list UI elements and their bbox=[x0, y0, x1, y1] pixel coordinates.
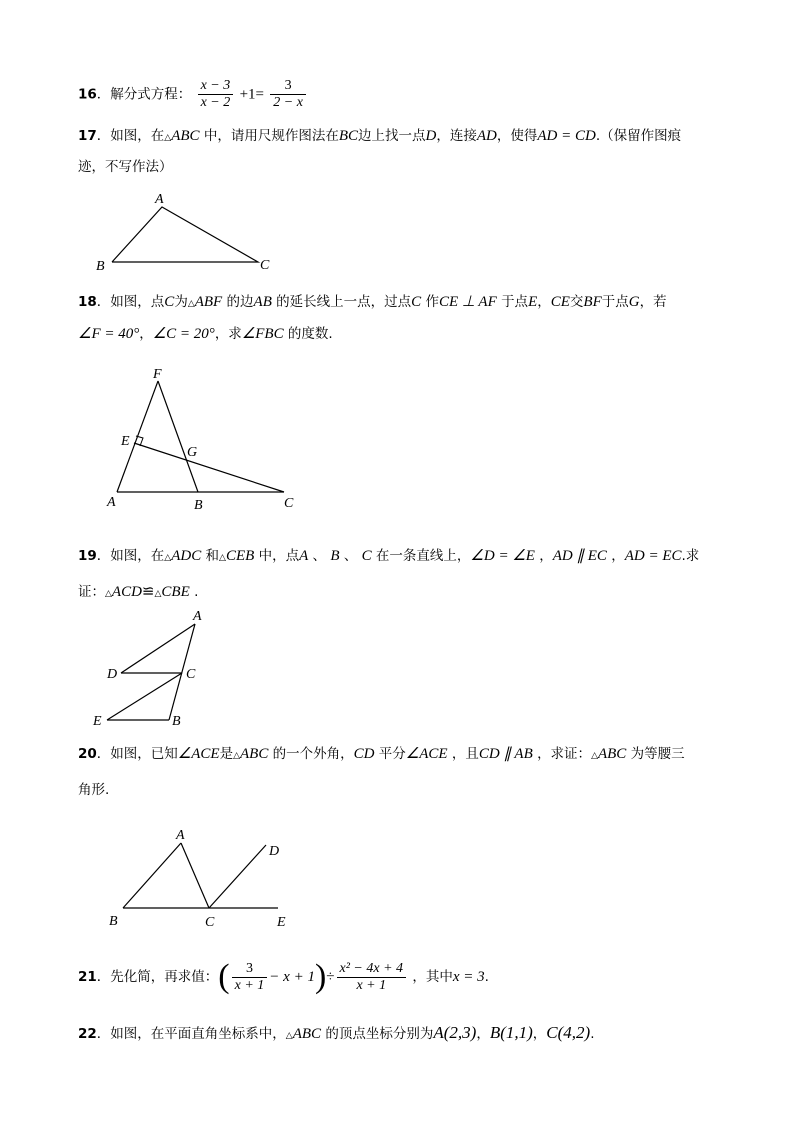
q19-text: 在一条直线上， bbox=[375, 548, 471, 564]
q18-label-b: B bbox=[194, 498, 203, 513]
q18-angle-fbc: ∠FBC bbox=[241, 326, 284, 342]
q17-text: 中，请用尺规作图法在 bbox=[203, 128, 339, 144]
q16-plus-one: +1= bbox=[239, 86, 264, 103]
q21-minus-x-plus-1: − x + 1 bbox=[269, 969, 315, 985]
q18-text: 为 bbox=[174, 294, 188, 310]
q18-text: 交 bbox=[569, 294, 584, 310]
q21-number: 21 bbox=[78, 969, 97, 985]
q18-c: C bbox=[164, 294, 175, 310]
q22-text: ， bbox=[476, 1026, 490, 1042]
q18-text: ， bbox=[537, 294, 551, 310]
triangle-symbol: △ bbox=[154, 589, 162, 599]
q19-text: 和 bbox=[205, 548, 220, 564]
q22-text: ， bbox=[532, 1026, 547, 1042]
q16-number: 16 bbox=[78, 86, 97, 103]
q22-point-a: A(2,3) bbox=[433, 1023, 477, 1042]
q20-segment-ac bbox=[181, 843, 209, 908]
q19-label-b: B bbox=[172, 714, 181, 729]
q20-segment-cd bbox=[209, 845, 266, 908]
q16-label: ．解分式方程： bbox=[96, 86, 192, 103]
q19-congruent-symbol: ≌ bbox=[141, 584, 155, 600]
q20-text: 平分 bbox=[378, 746, 406, 762]
q18-ab: AB bbox=[253, 294, 272, 310]
q20-abc: ABC bbox=[240, 746, 269, 762]
q19-text: . bbox=[194, 584, 199, 600]
q17-text: 迹，不写作法） bbox=[78, 159, 173, 175]
q18-text: ，若 bbox=[639, 294, 667, 310]
q17-label-a: A bbox=[155, 192, 164, 207]
q18-c: C bbox=[411, 294, 422, 310]
q19-text: 中，点 bbox=[258, 548, 300, 564]
q22-abc: ABC bbox=[292, 1026, 322, 1042]
q19-text: 、 bbox=[312, 548, 327, 564]
q18-text: 作 bbox=[425, 294, 439, 310]
q20-text: ，且 bbox=[451, 746, 479, 762]
q21-x-eq-3: x = 3 bbox=[452, 969, 485, 985]
q18-angle-c: ∠C = 20° bbox=[152, 326, 215, 342]
q17-text: 边上找一点 bbox=[358, 128, 426, 144]
q16-f1-numerator: x − 3 bbox=[200, 78, 231, 93]
q20-cd-parallel-ab: CD ∥ AB bbox=[478, 746, 533, 762]
q20-label-c: C bbox=[205, 915, 215, 930]
q21-open-paren: ( bbox=[218, 958, 230, 995]
q22-text: . bbox=[590, 1026, 595, 1042]
q18-label-e: E bbox=[121, 434, 130, 449]
q19-label-a: A bbox=[193, 609, 202, 624]
triangle-symbol: △ bbox=[164, 553, 172, 563]
q20-number: 20 bbox=[78, 746, 97, 762]
q21-text: ，其中 bbox=[412, 969, 453, 985]
triangle-symbol: △ bbox=[591, 751, 598, 761]
q18-text: ．如图，点 bbox=[96, 294, 165, 310]
q17-text: ，使得 bbox=[496, 128, 538, 144]
triangle-symbol: △ bbox=[233, 751, 240, 761]
q18-text: 的延长线上一点，过点 bbox=[276, 294, 412, 310]
q19-b: B bbox=[330, 548, 340, 564]
q19-text: ， bbox=[611, 548, 625, 564]
q22-text: ．如图，在平面直角坐标系中， bbox=[96, 1026, 286, 1042]
q19-text: ， bbox=[539, 548, 553, 564]
q22-point-c: C(4,2) bbox=[546, 1023, 591, 1042]
q21-f1-denominator: x + 1 bbox=[232, 977, 268, 994]
q20-angle-ace: ∠ACE bbox=[177, 746, 220, 762]
q20-text: ，求证： bbox=[537, 746, 592, 762]
q21-close-paren: ) bbox=[314, 958, 327, 995]
q19-text: ．如图，在 bbox=[96, 548, 165, 564]
triangle-symbol: △ bbox=[105, 589, 112, 599]
q17-ad-eq-cd: AD = CD bbox=[537, 128, 596, 144]
q17-d: D bbox=[425, 128, 437, 144]
q21-divide-symbol: ÷ bbox=[326, 969, 335, 985]
q20-abc: ABC bbox=[597, 746, 627, 762]
q18-e: E bbox=[528, 294, 538, 310]
q18-angle-f: ∠F = 40° bbox=[78, 326, 140, 342]
q20-text: 的一个外角， bbox=[272, 746, 354, 762]
q18-text: ，求 bbox=[214, 326, 242, 342]
q20-label-e: E bbox=[277, 915, 286, 930]
triangle-symbol: △ bbox=[187, 299, 195, 309]
q20-segment-ba bbox=[123, 843, 181, 908]
q17-ad: AD bbox=[476, 128, 497, 144]
q17-bc: BC bbox=[338, 128, 359, 144]
q17-text: .（保留作图痕 bbox=[595, 128, 682, 144]
q19-text: .求 bbox=[681, 548, 700, 564]
q19-text: 、 bbox=[343, 548, 358, 564]
q21-fraction-2 bbox=[337, 961, 407, 994]
q16-f2-numerator: 3 bbox=[284, 78, 292, 93]
q20-text: 是 bbox=[219, 746, 234, 762]
q20-label-d: D bbox=[269, 844, 280, 859]
triangle-symbol: △ bbox=[164, 133, 172, 143]
triangle-symbol: △ bbox=[285, 1031, 293, 1041]
q20-angle-ace: ∠ACE bbox=[405, 746, 448, 762]
q19-label-c: C bbox=[186, 667, 196, 682]
q22-number: 22 bbox=[78, 1026, 97, 1042]
q17-label-b: B bbox=[96, 259, 105, 274]
q22-line bbox=[78, 1022, 595, 1043]
q18-label-g: G bbox=[187, 445, 198, 460]
q19-c: C bbox=[361, 548, 372, 564]
q17-text: ．如图，在 bbox=[96, 128, 165, 144]
q18-text: 的边 bbox=[226, 294, 254, 310]
q18-text: ， bbox=[139, 326, 153, 342]
q22-point-b: B(1,1) bbox=[489, 1023, 533, 1042]
q20-text: 角形. bbox=[78, 782, 110, 798]
q18-g: G bbox=[628, 294, 640, 310]
q19-ad-parallel-ec: AD ∥ EC bbox=[552, 548, 607, 564]
q21-f1-numerator: 3 bbox=[245, 960, 253, 976]
q19-cbe: CBE bbox=[161, 584, 190, 600]
q19-label-d: D bbox=[107, 667, 118, 682]
q18-label-a: A bbox=[107, 495, 116, 510]
q17-number: 17 bbox=[78, 128, 97, 144]
q18-ce: CE bbox=[550, 294, 570, 310]
q20-label-a: A bbox=[176, 828, 185, 843]
q19-acd: ACD bbox=[111, 584, 142, 600]
q16-f2-denominator: 2 − x bbox=[270, 94, 306, 111]
q18-text: 的度数. bbox=[287, 326, 333, 342]
q18-ce-perp-af: CE ⊥ AF bbox=[438, 294, 497, 310]
q19-a: A bbox=[299, 548, 309, 564]
q21-line bbox=[78, 960, 489, 994]
q18-text: 于点 bbox=[501, 294, 529, 310]
q19-ceb: CEB bbox=[225, 548, 255, 564]
q20-text: ．如图，已知 bbox=[96, 746, 178, 762]
triangle-symbol: △ bbox=[219, 553, 226, 563]
q16-f1-denominator: x − 2 bbox=[198, 94, 234, 111]
q18-number: 18 bbox=[78, 294, 97, 310]
q18-text: 于点 bbox=[601, 294, 629, 310]
q17-text: ，连接 bbox=[436, 128, 477, 144]
q18-label-f: F bbox=[153, 367, 162, 382]
q21-text: ．先化简，再求值： bbox=[96, 969, 219, 985]
q20-label-b: B bbox=[109, 914, 118, 929]
q20-cd: CD bbox=[353, 746, 375, 762]
q18-label-c: C bbox=[284, 496, 294, 511]
q19-text: 证： bbox=[78, 584, 105, 600]
q17-label-c: C bbox=[260, 258, 270, 273]
q20-text: 为等腰三 bbox=[630, 746, 685, 762]
q21-f2-numerator: x² − 4x + 4 bbox=[339, 960, 404, 976]
q19-ad-eq-ec: AD = EC bbox=[624, 548, 682, 564]
q19-adc: ADC bbox=[171, 548, 202, 564]
q18-bf: BF bbox=[583, 294, 602, 310]
q17-abc: ABC bbox=[171, 128, 200, 144]
q21-fraction-1 bbox=[232, 961, 268, 994]
q19-number: 19 bbox=[78, 548, 97, 564]
q21-text: . bbox=[484, 969, 489, 985]
q19-angle-d-eq-e: ∠D = ∠E bbox=[470, 548, 535, 564]
q21-f2-denominator: x + 1 bbox=[337, 977, 407, 994]
q18-abf: ABF bbox=[194, 294, 223, 310]
q19-label-e: E bbox=[93, 714, 102, 729]
q22-text: 的顶点坐标分别为 bbox=[325, 1026, 434, 1042]
